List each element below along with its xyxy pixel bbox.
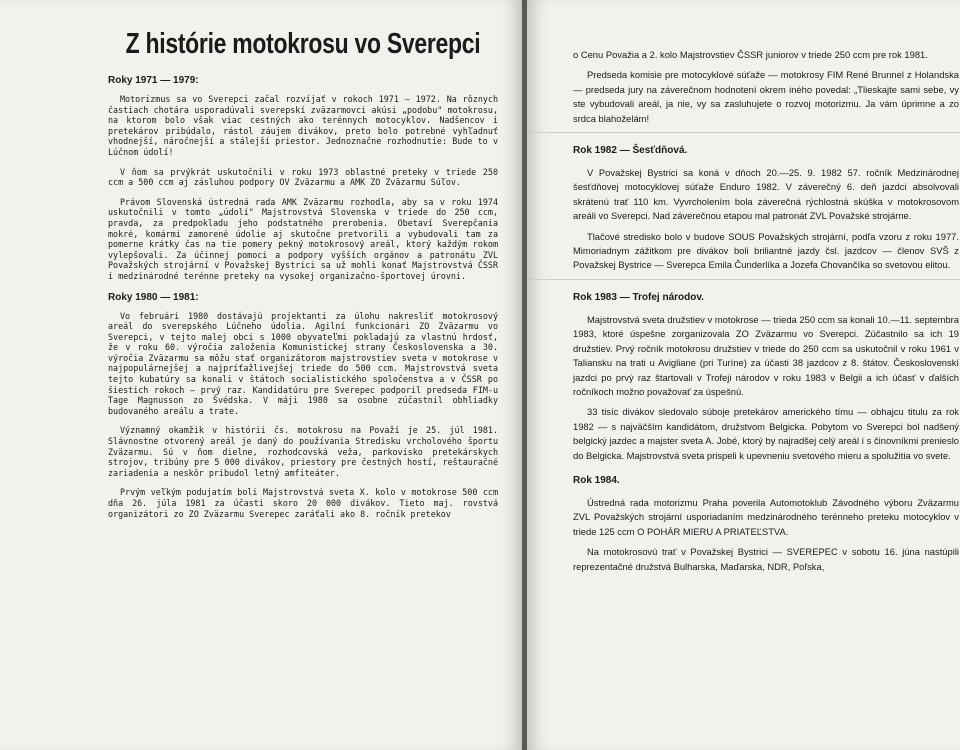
section-heading: Roky 1980 — 1981: (108, 291, 199, 303)
paragraph: Tlačové stredisko bolo v budove SOUS Považských strojární, podľa vzoru z roku 1977. Mimoriadnym zážitkom pre divákov boli briliantné jazdy čsl. jazdcov — členov SVŠ z Považskej Bystrice — Sverepca Emila Čunderlíka a Jozefa Chovančíka so svetovou elitou. (573, 230, 959, 271)
paragraph: Významný okamžik v histórii čs. motokrosu na Považí je 25. júl 1981. Slávnostne otvorený areál je daný do používania Stredisku vrcholového športu Zväzarmu. Sú v ňom dielne, rozhodcovská veža, parkovisko pretekárskych strojov, tribúny pre 5 000 divákov, priestory pre čestných hostí, reštauračné zariadenia a neskôr pribudol letný amfiteáter. (108, 425, 498, 478)
paragraph: Právom Slovenská ústredná rada AMK Zväzarmu rozhodla, aby sa v roku 1974 uskutočnili v tomto „údolí" Majstrovstvá Slovenska v triede do 250 ccm, pravda, za predpokladu jeho podstatného prerobenia. Obetaví Sverepčania mokré, komármi zamorené údolie aj skutočne pretvorili a vybudovali tam za pomerne krátky čas na tie pomery pekný motokrosový areál, ktorý každým rokom vylepšovali. Za účinnej pomoci a podpory vyšších orgánov a patronátu ZVL Považských strojární v Považskej Bystrici sa už mohli konať Majstrovstvá ČSSR i medzinárodné terénne preteky na vysokej organizačno-športovej úrovni. (108, 196, 498, 281)
section-heading: Roky 1971 — 1979: (108, 75, 199, 86)
paragraph: o Cenu Považia a 2. kolo Majstrovstiev ČSSR juniorov v triede 250 ccm pre rok 1981. (573, 49, 928, 60)
paragraph: Ústredná rada motorizmu Praha poverila Automotoklub Závodného výboru Zväzarmu ZVL Považských strojární usporiadaním medzinárodného terénneho preteku motocyklov v triede 125 ccm O POHÁR MIERU A PRIATEĽSTVA. (573, 496, 959, 537)
paragraph: Prvým veľkým podujatím boli Majstrovstvá sveta X. kolo v motokrose 500 ccm dňa 26. júla 1981 za účasti skoro 20 000 divákov. Tieto maj. rovstvá organizátori zo ZO Zväzarmu Sverepec zaráťali ako 8. ročník pretekov (108, 487, 498, 519)
section-heading: Rok 1984. (573, 474, 620, 486)
section-divider (527, 279, 960, 280)
right-page (527, 0, 960, 750)
paragraph: Predseda komisie pre motocyklové súťaže — motokrosy FIM René Brunnel z Holandska — predseda jury na záverečnom hodnotení okrem iného povedal: „Tlieskajte sami sebe, vy ste vybudovali areál, ja nie, vy sa zasluhujete o rozvoj motorizmu. Ja vám úprimne a zo srdca blahoželám! (573, 69, 959, 124)
paragraph: Majstrovstvá sveta družstiev v motokrose — trieda 250 ccm sa konali 10.—11. septembra 1983, ktoré úspešne zorganizovala ZO Zväzarmu vo Sverepci. Zúčastnilo sa ich 19 družstiev. Prvý ročník motokrosu družstiev v triede do 250 ccm sa uskutočnil v roku 1961 v Taliansku na trati u Avigliane (pri Turíne) za účasti 38 jazdcov z 8. štátov. Československí jazdci po prvý raz štartovali v Trofeji národov v roku 1983 v Belgii a ich účasť v ďalších ročníkoch možno považovať za úspešnú. (573, 313, 959, 397)
paragraph: V Považskej Bystrici sa koná v dňoch 20.—25. 9. 1982 57. ročník Medzinárodnej šesťdňovej motocyklovej súťaže Enduro 1982. V záverečný 6. deň jazdci absolvovali skrátenú trať 110 km. Vyvrcholením bola záverečná rýchlostná skúška v motokrosovom areáli vo Sverepci. Nad záverečnou etapou mal patronát ZVL Považské strojárne. (573, 167, 959, 222)
page-title: Z histórie motokrosu vo Sverepci (125, 26, 481, 60)
right-page-content (573, 48, 959, 580)
paragraph: V ňom sa prvýkrát uskutočnili v roku 1973 oblastné preteky v triede 250 ccm a 500 ccm aj zásluhou podpory OV Zväzarmu a AMK ZO Zväzarmu Súľov. (108, 166, 498, 188)
section-heading: Rok 1983 — Trofej národov. (573, 291, 704, 303)
paragraph: Vo februári 1980 dostávajú projektanti za úlohu nakresliť motokrosový areál do sverepského Lúčneho údolia. Agilní funkcionári ZO Zväzarmu vo Sverepci, v tejto malej obci s 1000 obyvateľmi pokladajú za vlastnú hrdosť, že v roku 60. výročia založenia Komunistickej strany Československa a 30. výročia Zväzarmu sa môžu stať organizátorom majstrovstiev sveta v motokrose v najpopulárnejšej a najpríťažlivejšej triede do 500 ccm. Majstrovstvá sveta tejto kubatúry sa konali v štátoch socialistického spoločenstva a v ČSSR po šiestich rokoch — prvý raz. Kandidatúru pre Sverepec podporil predseda FIM-u Tage Magnusson zo Švédska. V máji 1980 sa osobne zúčastnil obhliadky budovaného areálu a trate. (108, 310, 498, 416)
section-heading: Rok 1982 — Šesťdňová. (573, 145, 688, 157)
paragraph: Na motokrosovú trať v Považskej Bystrici — SVEREPEC v sobotu 16. júna nastúpili reprezentačné družstvá Bulharska, Maďarska, NDR, Poľska, (573, 546, 959, 572)
section-divider (527, 132, 960, 133)
paragraph: Motorizmus sa vo Sverepci začal rozvíjať v rokoch 1971 — 1972. Na rôznych častiach chotára usporadúvali sverepskí zväzarmovci akúsi „podobu" motokrosu, na ktorom bolo však viac cestných ako terénnych motocyklov. Nadšencov i pretekárov pribúdalo, rástol záujem divákov, preto bolo potrebné vyhľadnuť vhodnejší, náročnejší a stálejší priestor. Jednoznačne rozhodnutie: Bude to v Lúčnom údolí! (108, 94, 498, 157)
paragraph: 33 tisíc divákov sledovalo súboje pretekárov amerického tímu — obhajcu titulu za rok 1982 — s najväčším kandidátom, družstvom Belgicka. Pobytom vo Sverepci bol nadšený belgický jazdec a majster sveta A. Jobé, ktorý by najradšej celý areál i s činovníkmi prenieslo do Belgicka. Majstrovstvá sveta prispeli k upevneniu svetového mieru a spolužitia vo svete. (573, 406, 959, 461)
left-page-content (108, 26, 498, 528)
